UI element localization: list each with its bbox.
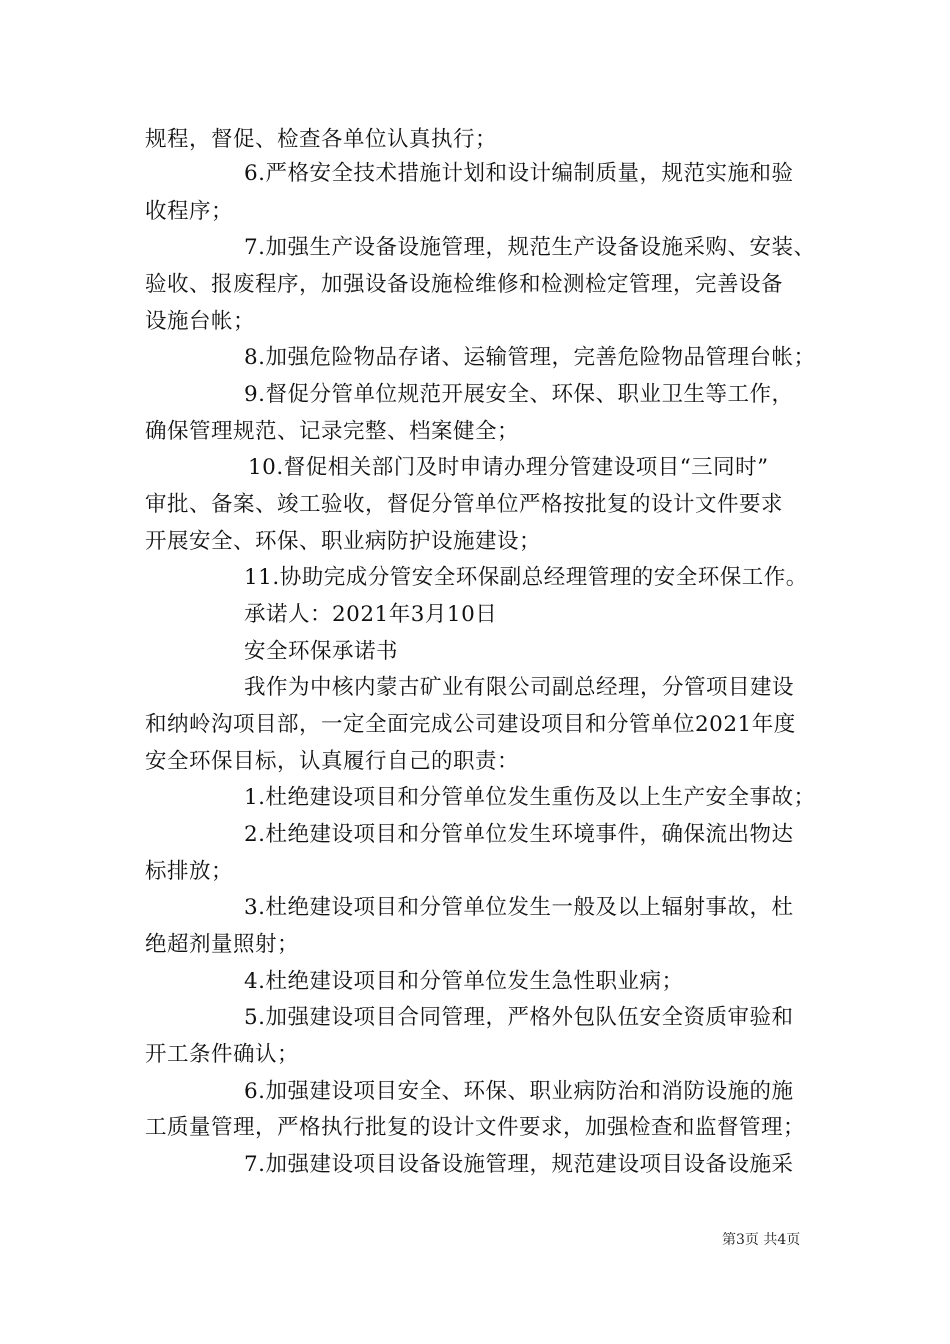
text-line: 6.严格安全技术措施计划和设计编制质量，规范实施和验 xyxy=(244,161,794,186)
text-line: 2.杜绝建设项目和分管单位发生环境事件，确保流出物达 xyxy=(244,822,794,847)
text-line: 开工条件确认； xyxy=(145,1042,300,1067)
signature-date-line: 承诺人：2021年3月10日 xyxy=(244,602,498,627)
text-line: 1.杜绝建设项目和分管单位发生重伤及以上生产安全事故； xyxy=(244,785,816,810)
text-line: 收程序； xyxy=(145,199,234,224)
text-line: 绝超剂量照射； xyxy=(145,932,300,957)
text-line: 4.杜绝建设项目和分管单位发生急性职业病； xyxy=(244,969,684,994)
text-line: 和纳岭沟项目部，一定全面完成公司建设项目和分管单位2021年度 xyxy=(145,712,796,737)
text-line: 工质量管理，严格执行批复的设计文件要求，加强检查和监督管理； xyxy=(145,1115,806,1140)
text-line: 我作为中核内蒙古矿业有限公司副总经理，分管项目建设 xyxy=(244,675,795,700)
text-line: 9.督促分管单位规范开展安全、环保、职业卫生等工作， xyxy=(244,382,794,407)
section-title: 安全环保承诺书 xyxy=(244,639,399,664)
page-number: 第3页 共4页 xyxy=(722,1232,801,1248)
text-line: 安全环保目标，认真履行自己的职责： xyxy=(145,749,520,774)
text-line: 规程，督促、检查各单位认真执行； xyxy=(145,127,498,152)
text-line: 开展安全、环保、职业病防护设施建设； xyxy=(145,529,542,554)
text-line: 11.协助完成分管安全环保副总经理管理的安全环保工作。 xyxy=(244,565,808,590)
text-line: 8.加强危险物品存诸、运输管理，完善危险物品管理台帐； xyxy=(244,345,816,370)
text-line: 7.加强生产设备设施管理，规范生产设备设施采购、安装、 xyxy=(244,235,816,260)
text-line: 审批、备案、竣工验收，督促分管单位严格按批复的设计文件要求 xyxy=(145,492,784,517)
text-line: 标排放； xyxy=(145,859,234,884)
text-line: 3.杜绝建设项目和分管单位发生一般及以上辐射事故，杜 xyxy=(244,895,794,920)
text-line: 设施台帐； xyxy=(145,309,256,334)
text-line: 验收、报废程序，加强设备设施检维修和检测检定管理，完善设备 xyxy=(145,272,784,297)
text-line: 10.督促相关部门及时申请办理分管建设项目“三同时” xyxy=(248,455,769,480)
text-line: 5.加强建设项目合同管理，严格外包队伍安全资质审验和 xyxy=(244,1005,794,1030)
text-line: 6.加强建设项目安全、环保、职业病防治和消防设施的施 xyxy=(244,1079,794,1104)
text-line: 确保管理规范、记录完整、档案健全； xyxy=(145,419,520,444)
text-line: 7.加强建设项目设备设施管理，规范建设项目设备设施采 xyxy=(244,1152,794,1177)
